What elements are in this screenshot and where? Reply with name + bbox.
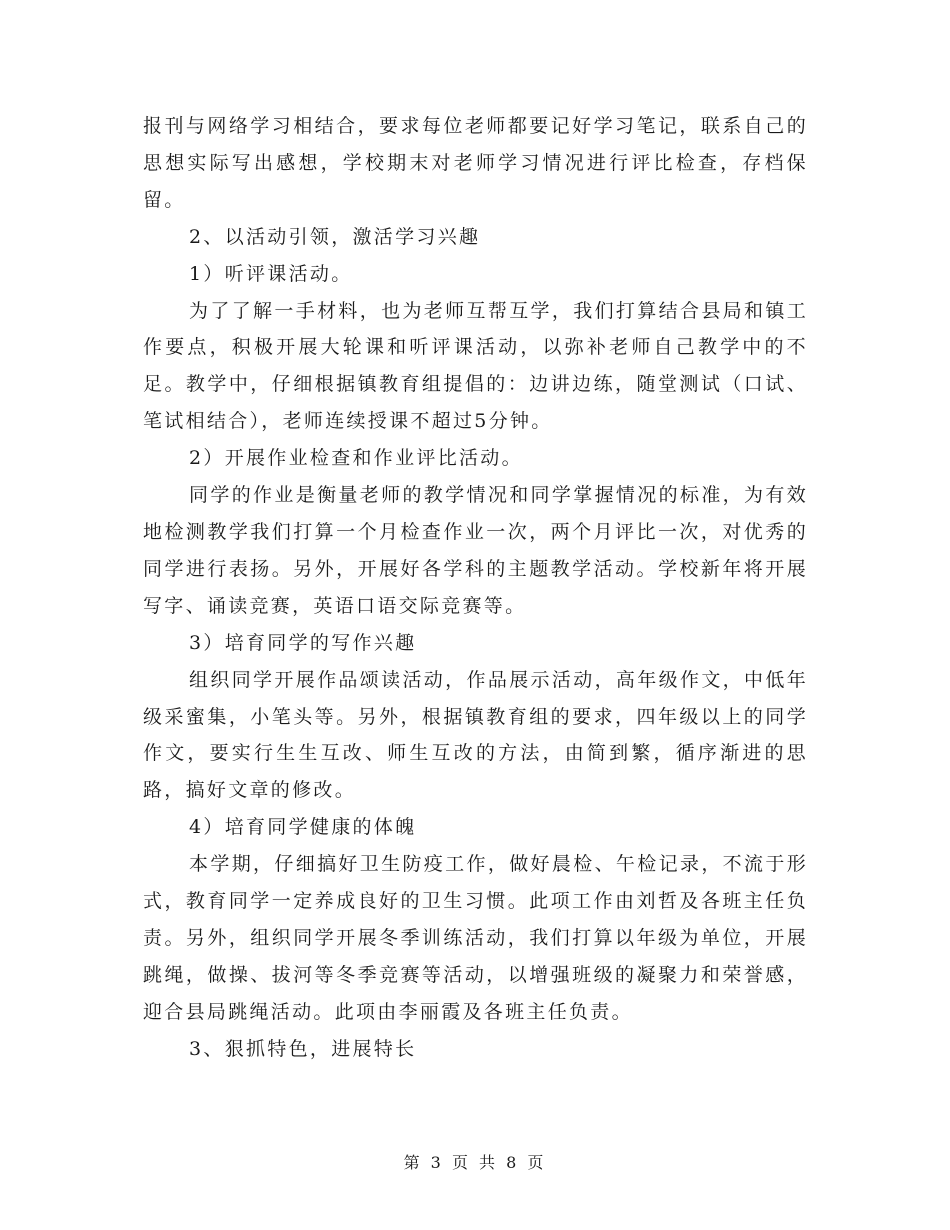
paragraph: 报刊与网络学习相结合，要求每位老师都要记好学习笔记，联系自己的思想实际写出感想，学校期末对老师学习情况进行评比检查，存档保留。 [143,115,808,211]
page-number-footer: 第 3 页 共 8 页 [403,1153,547,1172]
subsection-heading: 3）培育同学的写作兴趣 [189,631,417,654]
subsection-heading: 4）培育同学健康的体魄 [189,816,417,839]
section-heading: 2、以活动引领，激活学习兴趣 [189,225,481,248]
paragraph: 本学期，仔细搞好卫生防疫工作，做好晨检、午检记录，不流于形式，教育同学一定养成良好的卫生习惯。此项工作由刘哲及各班主任负责。另外，组织同学开展冬季训练活动，我们打算以年级为单位，开展跳绳，做操、拔河等冬季竞赛等活动，以增强班级的凝聚力和荣誉感，迎合县局跳绳活动。此项由李丽霞及各班主任负责。 [143,853,808,1023]
paragraph: 同学的作业是衡量老师的教学情况和同学掌握情况的标准，为有效地检测教学我们打算一个月检查作业一次，两个月评比一次，对优秀的同学进行表扬。另外，开展好各学科的主题教学活动。学校新年将开展写字、诵读竞赛，英语口语交际竞赛等。 [143,484,808,617]
subsection-heading: 2）开展作业检查和作业评比活动。 [189,447,523,470]
subsection-heading: 1）听评课活动。 [189,262,353,285]
paragraph: 组织同学开展作品颂读活动，作品展示活动，高年级作文，中低年级采蜜集，小笔头等。另外，根据镇教育组的要求，四年级以上的同学作文，要实行生生互改、师生互改的方法，由简到繁，循序渐进的思路，搞好文章的修改。 [143,668,808,802]
paragraph: 为了了解一手材料，也为老师互帮互学，我们打算结合县局和镇工作要点，积极开展大轮课和听评课活动，以弥补老师自己教学中的不足。教学中，仔细根据镇教育组提倡的：边讲边练，随堂测试（口试、笔试相结合），老师连续授课不超过5分钟。 [143,299,808,433]
section-heading: 3、狠抓特色，进展特长 [189,1037,417,1060]
document-body [143,108,808,1068]
